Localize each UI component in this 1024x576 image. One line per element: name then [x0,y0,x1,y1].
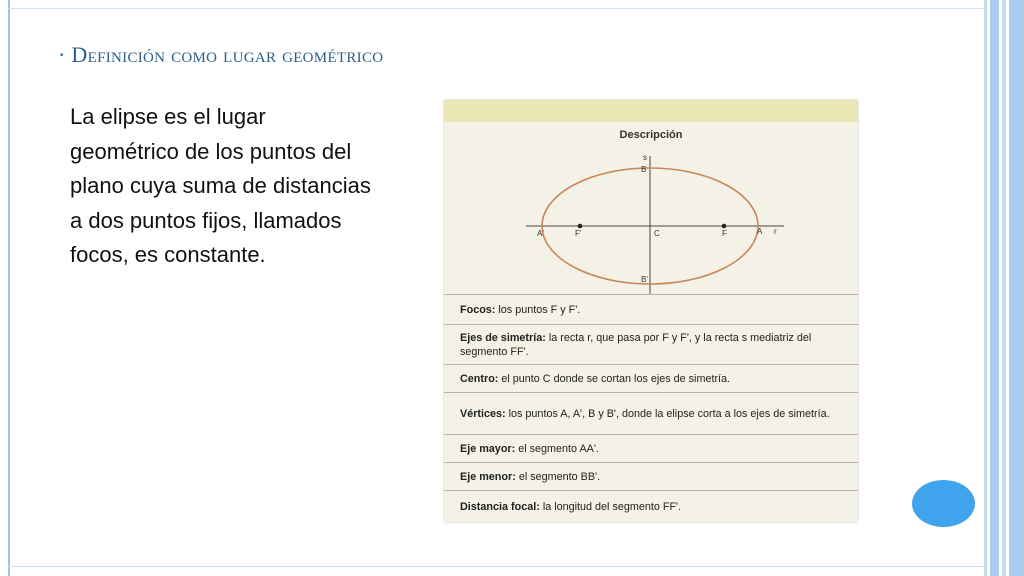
row-term: Centro: [460,372,499,385]
row-distancia-focal [444,490,858,522]
row-term: Eje menor: [460,470,516,483]
label-s: s [643,153,647,162]
label-B-prime: B' [641,275,648,284]
row-eje-mayor [444,434,858,462]
row-text: los puntos F y F'. [498,303,581,316]
row-term: Eje mayor: [460,442,516,455]
label-F-prime: F' [575,229,582,238]
row-focos [444,294,858,324]
circle-decoration-icon [912,480,975,527]
definition-text: La elipse es el lugar geométrico de los puntos del plano cuya suma de distancias a dos puntos fijos, llamados focos, es constante. [70,104,371,267]
label-F: F [722,229,727,238]
row-text: los puntos A, A', B y B', donde la elipse corta a los ejes de simetría. [508,407,830,420]
right-decor-bar-3 [1002,0,1006,576]
row-term: Focos: [460,303,496,316]
row-centro [444,364,858,392]
right-decor-bar-4 [1009,0,1024,576]
focus-f-prime-point [578,224,583,229]
focus-f-point [722,224,727,229]
row-text: el segmento BB'. [518,470,601,483]
row-term: Distancia focal: [460,500,540,513]
row-eje-menor [444,462,858,490]
frame-bottom-line [8,566,984,567]
frame-top-line [8,8,984,9]
ellipse-description-figure [444,100,858,522]
label-A-prime: A' [537,229,544,238]
right-decor-bar-1 [984,0,987,576]
label-C: C [654,229,660,238]
right-decor-bar-2 [990,0,999,576]
slide-title: · Definición como lugar geométrico [58,42,384,67]
label-A: A [757,227,763,236]
frame-left-line [8,0,10,576]
row-text: el punto C donde se cortan los ejes de simetría. [501,372,731,385]
label-B: B [641,165,647,174]
figure-top-band [444,100,858,122]
row-ejes [444,324,858,364]
label-r: r [774,227,777,236]
row-text: la longitud del segmento FF'. [542,500,682,513]
row-text: el segmento AA'. [518,442,599,455]
figure-header: Descripción [444,122,858,148]
row-text: la recta r, que pasa por F y F', y la recta s mediatriz del segmento FF'. [460,331,812,358]
row-term: Vértices: [460,407,506,420]
row-term: Ejes de simetría: [460,331,546,344]
ellipse-diagram [444,148,858,294]
row-vertices [444,392,858,434]
